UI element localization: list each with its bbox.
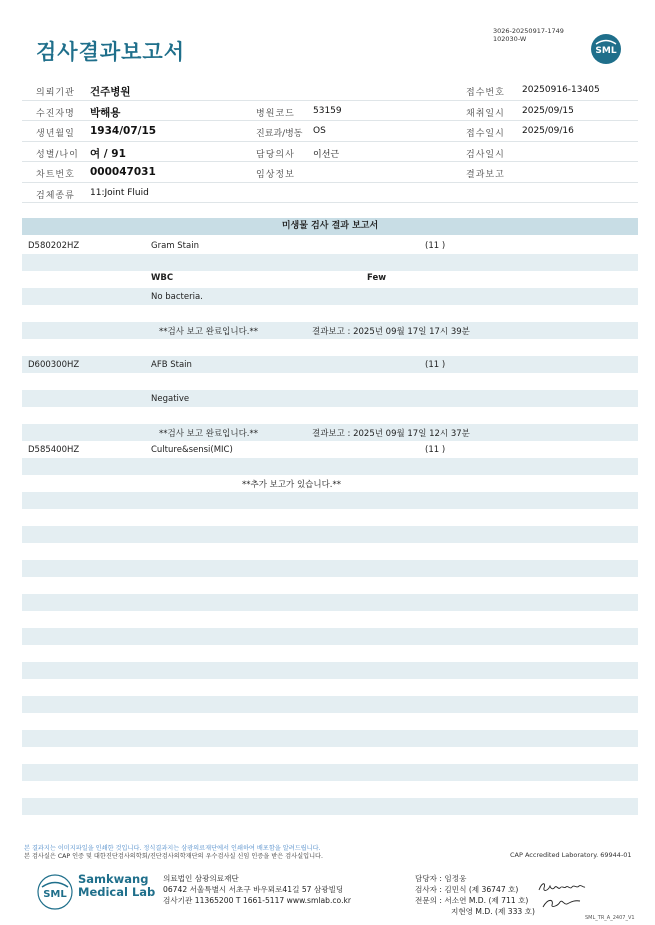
sex-age-value: 여 / 91 (90, 147, 126, 160)
sml-logo-icon (36, 873, 74, 911)
info-row (22, 80, 638, 101)
dob-label: 생년월일 (36, 129, 75, 139)
image-print-notice: 본 결과지는 이미지파일을 인쇄한 것입니다. 정식결과지는 삼광의료재단에서 인쇄하여 배포함을 알려드립니다. (24, 845, 321, 852)
exam-date-label: 검사일시 (466, 149, 505, 160)
test-code: D580202HZ (28, 241, 80, 251)
cap-accreditation: CAP Accredited Laboratory. 69944-01 (510, 851, 632, 859)
document-id-line1: 3026-20250917-1749 (493, 27, 564, 35)
wbc-label: WBC (151, 273, 174, 283)
receipt-no-value: 20250916-13405 (522, 85, 600, 95)
test-name: AFB Stain (151, 360, 192, 370)
row-stripe (22, 628, 638, 645)
specimen-label: 검체종류 (36, 190, 75, 201)
brand-line1: Samkwang (78, 872, 149, 886)
hospital-code-value: 53159 (313, 105, 342, 116)
info-row (22, 121, 638, 142)
row-stripe (22, 492, 638, 509)
row-stripe (22, 356, 638, 373)
org-contact: 검사기관 11365200 T 1661-5117 www.smlab.co.kr (163, 896, 351, 905)
test-result: Negative (151, 394, 190, 404)
receipt-date-value: 2025/09/16 (522, 126, 574, 136)
signature-icon (540, 896, 584, 910)
test-code: D600300HZ (28, 360, 80, 370)
test-count: (11 ) (425, 360, 446, 370)
document-id-line2: 102030-W (493, 35, 527, 43)
test-count: (11 ) (425, 445, 446, 455)
hospital-code-label: 병원코드 (256, 108, 295, 119)
row-stripe (22, 696, 638, 713)
patient-info-table (22, 80, 638, 203)
test-name: Culture&sensi(MIC) (151, 445, 233, 455)
document-id (493, 27, 564, 43)
dept-label: 진료과/병동 (256, 129, 303, 139)
row-stripe (22, 798, 638, 815)
report-complete: **검사 보고 완료입니다.** (159, 327, 259, 337)
row-stripe (22, 288, 638, 305)
sml-logo-icon (590, 33, 622, 65)
org-name: 의료법인 삼광의료재단 (163, 874, 239, 883)
sex-age-label: 성별/나이 (36, 149, 79, 160)
doctor-label: 담당의사 (256, 149, 295, 160)
info-row (22, 101, 638, 122)
brand-line2: Medical Lab (78, 885, 156, 899)
row-stripe (22, 594, 638, 611)
manager: 담당자 : 임정웅 (415, 874, 467, 883)
row-stripe (22, 254, 638, 271)
results-header: 미생물 검사 결과 보고서 (22, 218, 638, 235)
specimen-value: 11:Joint Fluid (90, 187, 149, 198)
requesting-org-label: 의뢰기관 (36, 88, 75, 98)
row-stripe (22, 390, 638, 407)
info-row (22, 183, 638, 204)
examiner: 검사자 : 김민식 (제 36747 호) (415, 885, 519, 894)
receipt-no-label: 접수번호 (466, 88, 505, 98)
certification-notice: 본 검사실은 CAP 인증 및 대한진단검사의학회/진단검사의학재단의 우수검사실 신임 인증을 받은 검사실입니다. (24, 853, 323, 860)
row-stripe (22, 730, 638, 747)
specialist-2: 지현영 M.D. (제 333 호) (451, 907, 535, 916)
info-row (22, 162, 638, 183)
dept-value: OS (313, 126, 326, 136)
organization-address (163, 873, 351, 906)
test-name: Gram Stain (151, 241, 199, 251)
test-code: D585400HZ (28, 445, 80, 455)
page-title: 검사결과보고서 (36, 40, 186, 64)
org-address: 06742 서울특별시 서초구 바우뫼로41길 57 삼광빌딩 (163, 885, 344, 894)
specialist-1: 전문의 : 서소연 M.D. (제 711 호) (415, 896, 529, 905)
report-time: 결과보고 : 2025년 09월 17일 17시 39분 (312, 327, 470, 337)
report-pending: **추가 보고가 있습니다.** (242, 480, 342, 490)
row-stripe (22, 560, 638, 577)
info-row (22, 142, 638, 163)
staff-list (415, 873, 535, 917)
chart-no-label: 차트번호 (36, 170, 75, 180)
row-stripe (22, 764, 638, 781)
result-report-label: 결과보고 (466, 170, 505, 180)
sml-logo-text: SML (43, 889, 67, 900)
chart-no-value: 000047031 (90, 166, 156, 178)
microbiology-results (22, 218, 638, 818)
report-time: 결과보고 : 2025년 09월 17일 12시 37분 (312, 429, 470, 439)
sml-logo-text: SML (595, 46, 617, 56)
clinical-info-label: 임상정보 (256, 170, 295, 180)
requesting-org-value: 건주병원 (90, 86, 131, 98)
row-stripe (22, 458, 638, 475)
collection-date-value: 2025/09/15 (522, 105, 574, 116)
wbc-value: Few (367, 273, 387, 283)
receipt-date-label: 접수일시 (466, 129, 505, 139)
form-code: SML_TR_A_2407_V1 (585, 915, 635, 921)
report-complete: **검사 보고 완료입니다.** (159, 429, 259, 439)
test-count: (11 ) (425, 241, 446, 251)
test-result: No bacteria. (151, 292, 203, 302)
patient-value: 박해용 (90, 106, 121, 119)
patient-label: 수진자명 (36, 108, 75, 119)
row-stripe (22, 526, 638, 543)
brand-name (78, 873, 155, 899)
dob-value: 1934/07/15 (90, 125, 157, 137)
collection-date-label: 채취일시 (466, 108, 505, 119)
signature-icon (537, 880, 587, 894)
doctor-value: 이선근 (313, 149, 340, 160)
row-stripe (22, 662, 638, 679)
